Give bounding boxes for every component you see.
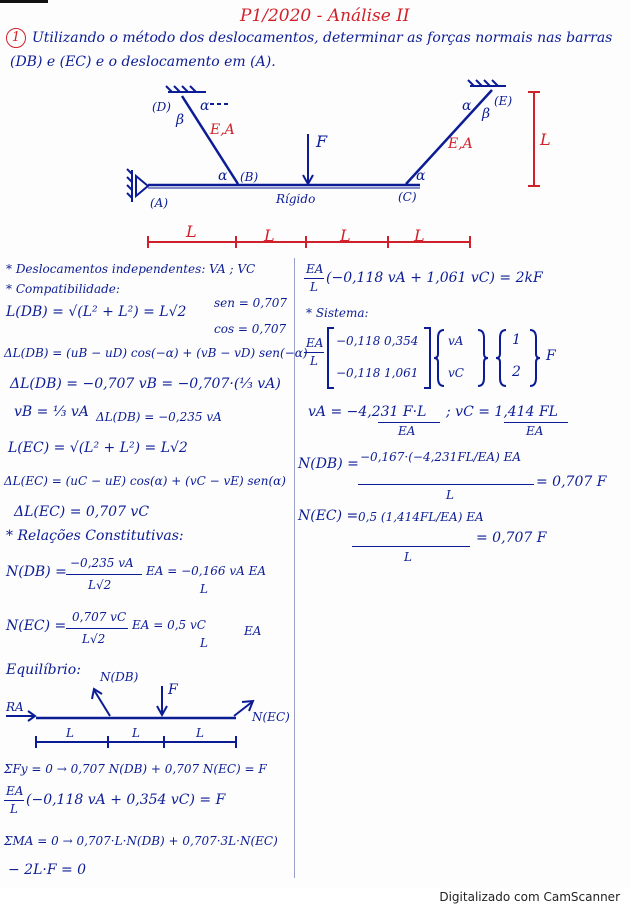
left-line-10: * Relações Constitutivas: [6,528,184,544]
vC-result: ; vC = 1,414 FL [446,404,558,420]
left-line-6b: ΔL(DB) = −0,235 vA [96,410,222,424]
label-F: F [316,132,328,151]
label-beta-left: β [176,112,185,128]
left-line-14: ΣFy = 0 → 0,707 N(DB) + 0,707 N(EC) = F [4,762,267,776]
matrix-a22: 1,061 [384,366,419,380]
force-f1: 1 [512,332,521,348]
label-EA-right: E,A [448,136,473,152]
vC-den: EA [526,424,544,438]
NEC-final-result: = 0,707 F [476,530,547,546]
vector-v2: vC [448,366,464,380]
dim-label-2: L [264,226,275,245]
vector-v1: vA [448,334,464,348]
NEC-final-bar [352,546,470,547]
NEC-final-den: L [404,550,412,564]
matrix-a12: 0,354 [384,334,419,348]
NEC-numerator: 0,707 vC [72,610,127,624]
NDB-final-den: L [446,488,454,502]
NDB-final-num: −0,167·(−4,231FL/EA) EA [360,450,521,464]
eq-RA: RA [6,700,24,714]
left-line-7: L(EC) = √(L² + L²) = L√2 [8,440,188,456]
NEC-result: EA = 0,5 vC [132,618,206,632]
left-line-3: L(DB) = √(L² + L²) = L√2 [6,304,187,320]
label-E: (E) [494,94,513,108]
vA-den: EA [398,424,416,438]
NEC-result-den: L [200,636,208,650]
force-f2: 2 [512,364,521,380]
right-eq1-L: L [310,280,318,294]
left-line-2: * Compatibilidade: [6,282,120,296]
equilibrium-title: Equilíbrio: [6,662,81,678]
right-line-2: * Sistema: [306,306,369,320]
dim-label-1: L [186,222,197,241]
NDB-final-label: N(DB) = [298,456,359,472]
system-EA: EA [306,336,324,350]
label-alpha-top: α [200,98,210,114]
left-line-8: ΔL(EC) = (uC − uE) cos(α) + (vC − vE) sen(α) [4,474,286,488]
label-L-height: L [540,130,551,149]
NEC-final-num: 0,5 (1,414FL/EA) EA [358,510,484,524]
label-EA-left: E,A [210,122,235,138]
eq-F: F [168,682,178,698]
eq-dim-1: L [66,726,74,740]
dim-label-3: L [340,226,351,245]
NDB-label: N(DB) = [6,564,67,580]
left-line-16: ΣMA = 0 → 0,707·L·N(DB) + 0,707·3L·N(EC) [4,834,278,848]
question-number: 1 [6,28,26,48]
label-alpha-E: α [462,98,472,114]
label-A: (A) [150,196,169,210]
NEC-label: N(EC) = [6,618,67,634]
right-line-1: (−0,118 vA + 1,061 vC) = 2kF [326,270,543,286]
matrix-a21: −0,118 [336,366,381,380]
label-beta-right: β [482,106,491,122]
label-C: (C) [398,190,417,204]
page-title: P1/2020 - Análise II [240,6,410,26]
NEC-denominator: L√2 [82,632,106,646]
NDB-denominator: L√2 [88,578,112,592]
NEC-final-label: N(EC) = [298,508,359,524]
left-line-9: ΔL(EC) = 0,707 vC [14,504,150,520]
matrix-a11: −0,118 [336,334,381,348]
left-line-5: ΔL(DB) = −0,707 vB = −0,707·(⅓ vA) [10,376,281,392]
vA-result: vA = −4,231 F·L [308,404,427,420]
dim-label-4: L [414,226,425,245]
NDB-final-bar [358,484,534,485]
left-line-17: − 2L·F = 0 [8,862,87,878]
eq-dim-2: L [132,726,140,740]
label-rigid: Rígido [276,192,316,206]
eq-dim-3: L [196,726,204,740]
label-alpha-C: α [416,168,426,184]
system-L: L [310,354,318,368]
eq-NEC: N(EC) [252,710,290,724]
left-line-1: * Deslocamentos independentes: VA ; VC [6,262,256,276]
scanner-watermark: Digitalizado com CamScanner [439,890,620,904]
label-D: (D) [152,100,171,114]
NDB-result: EA = −0,166 vA EA [146,564,267,578]
left-eq15-L: L [10,802,18,816]
label-alpha-B: α [218,168,228,184]
sin-value: sen = 0,707 [214,296,288,310]
eq-NDB: N(DB) [100,670,139,684]
left-eq15-EA: EA [6,784,24,798]
left-line-15: (−0,118 vA + 0,354 vC) = F [26,792,226,808]
right-eq1-EA: EA [306,262,324,276]
NDB-final-result: = 0,707 F [536,474,607,490]
vC-bar [504,422,568,423]
NDB-result-den: L [200,582,208,596]
label-B: (B) [240,170,259,184]
vA-bar [378,422,440,423]
cos-value: cos = 0,707 [214,322,287,336]
scanner-footer [0,888,630,909]
left-line-6: vB = ⅓ vA [14,404,89,420]
force-F: F [546,348,556,364]
NDB-numerator: −0,235 vA [70,556,134,570]
statement-line-2: (DB) e (EC) e o deslocamento em (A). [10,54,276,70]
left-line-4: ΔL(DB) = (uB − uD) cos(−α) + (vB − vD) sen(−α) [4,346,308,360]
statement-line-1: Utilizando o método dos deslocamentos, determinar as forças normais nas barras [32,30,613,46]
NEC-EA: EA [244,624,262,638]
